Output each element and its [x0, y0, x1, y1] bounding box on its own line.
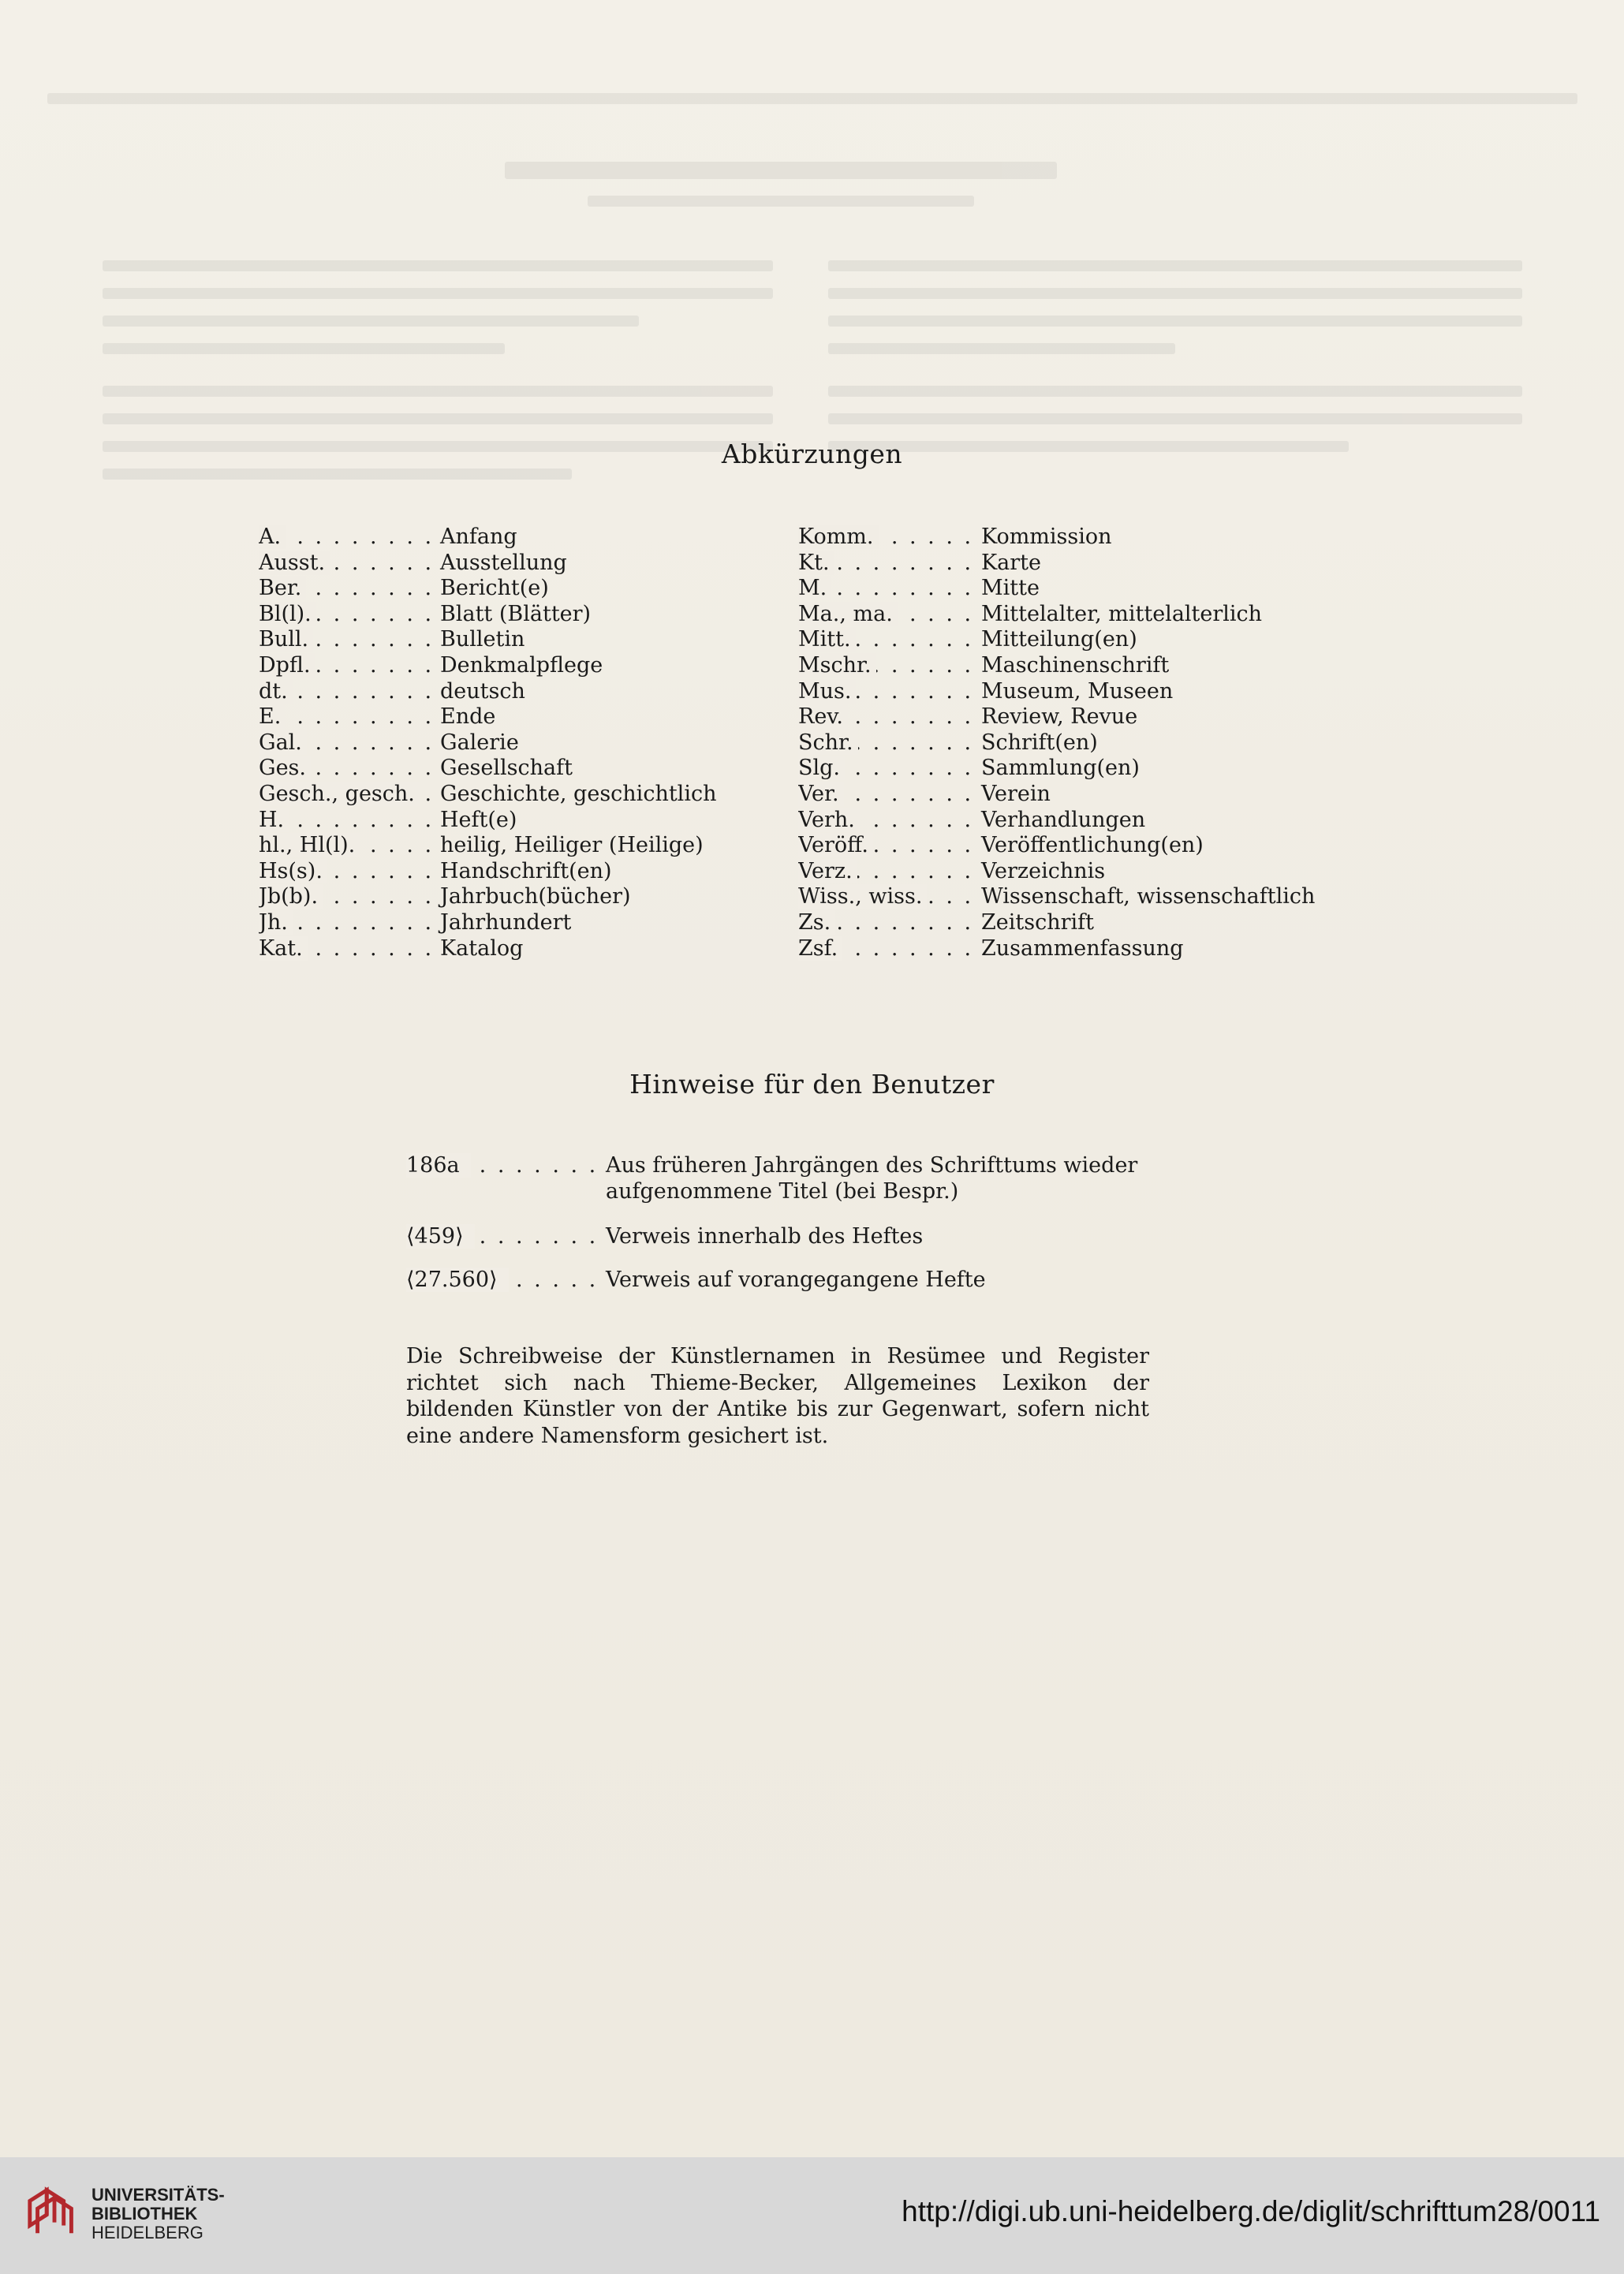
abbreviation-row [259, 602, 763, 628]
hint-text: Aus früheren Jahrgängen des Schrifttums wieder aufgenommene Titel (bei Bespr.) [606, 1153, 1138, 1204]
abbreviation-key: dt. . . . [259, 679, 440, 705]
abbreviation-row [798, 756, 1303, 782]
hint-text: Verweis auf vorangegangene Hefte [606, 1268, 986, 1292]
abbreviation-meaning: Mittelalter, mittelalterlich [981, 601, 1263, 626]
abbreviation-key: Ma., ma. . . . [798, 602, 981, 628]
abbreviation-row [798, 602, 1303, 628]
abbreviation-row [259, 653, 763, 679]
abbreviation-row [798, 808, 1303, 834]
abbreviation-meaning: Katalog [440, 935, 524, 961]
abbreviation-row [259, 576, 763, 602]
abbreviation-key: Dpfl. . . . [259, 653, 440, 679]
abbreviation-row [259, 704, 763, 730]
hint-item-internal-ref [406, 1223, 1155, 1249]
abbreviation-meaning: heilig, Heiliger (Heilige) [440, 833, 704, 858]
abbreviation-key: Hs(s). . . . [259, 859, 440, 885]
abbreviation-key: Bull. . . . [259, 627, 440, 653]
abbreviation-key: Schr. . . . [798, 730, 981, 756]
library-logo-icon[interactable] [24, 2179, 85, 2241]
abbreviation-row [798, 653, 1303, 679]
abbreviation-key: Slg. . . . [798, 756, 981, 782]
hint-item-reprint [406, 1152, 1155, 1204]
abbreviation-row [259, 525, 763, 551]
library-name-line-3: HEIDELBERG [91, 2223, 203, 2242]
source-url-link[interactable]: http://digi.ub.uni-heidelberg.de/diglit/schrifttum28/0011 [902, 2195, 1600, 2227]
abbreviation-meaning: Karte [981, 550, 1042, 575]
abbreviations-right-column [798, 525, 1316, 962]
spelling-note: Die Schreibweise der Künstlernamen in Resümee und Register richtet sich nach Thieme-Becker, Allgemeines Lexikon der bildenden Künstler von der Antike bis zur Gegenwart, sofern nicht eine andere Namensform gesichert ist. [406, 1344, 1149, 1448]
abbreviation-meaning: Heft(e) [440, 807, 517, 832]
abbreviation-row [798, 859, 1303, 885]
abbreviation-row [798, 627, 1303, 653]
abbreviation-row [259, 730, 763, 756]
abbreviation-meaning: Anfang [440, 525, 517, 549]
abbreviation-meaning: Schrift(en) [981, 730, 1098, 755]
abbreviation-key: hl., Hl(l). . . . [259, 833, 440, 859]
hint-key: 186a . . . [406, 1152, 606, 1204]
abbreviation-row [798, 551, 1303, 577]
abbreviation-meaning: Jahrbuch(bücher) [440, 884, 631, 909]
abbreviation-row [259, 833, 763, 859]
hint-key: ⟨459⟩ . . . [406, 1223, 606, 1249]
abbreviation-meaning: Mitte [981, 576, 1040, 601]
abbreviation-key: H. . . . [259, 808, 440, 834]
show-through-title [505, 162, 1057, 223]
abbreviation-row [259, 551, 763, 577]
abbreviation-key: Zsf. . . . [798, 936, 981, 962]
abbreviation-key: Komm. . . . [798, 525, 981, 551]
abbreviation-meaning: Sammlung(en) [981, 756, 1140, 781]
abbreviation-key: A. . . . [259, 525, 440, 551]
abbreviation-meaning: Kommission [981, 525, 1112, 549]
abbreviation-meaning: Museum, Museen [981, 678, 1174, 704]
abbreviation-meaning: Handschrift(en) [440, 858, 612, 883]
abbreviation-key: Mus. . . . [798, 679, 981, 705]
abbreviations-left-column [259, 525, 763, 962]
show-through-header [47, 93, 1577, 109]
abbreviation-row [798, 782, 1303, 808]
library-footer [0, 2157, 1624, 2274]
abbreviation-key: Mitt. . . . [798, 627, 981, 653]
abbreviation-meaning: Maschinenschrift [981, 652, 1170, 678]
abbreviations-heading: Abkürzungen [721, 439, 903, 469]
abbreviation-row [259, 679, 763, 705]
abbreviation-meaning: Mitteilung(en) [981, 627, 1137, 652]
abbreviation-meaning: Verzeichnis [981, 858, 1106, 883]
abbreviation-key: Ges. . . . [259, 756, 440, 782]
abbreviation-key: Verh. . . . [798, 808, 981, 834]
abbreviation-row [798, 679, 1303, 705]
abbreviation-key: Bl(l). . . . [259, 602, 440, 628]
abbreviation-meaning: Jahrhundert [440, 909, 572, 935]
abbreviation-key: Jh. . . . [259, 910, 440, 936]
abbreviation-row [259, 910, 763, 936]
abbreviation-row [259, 808, 763, 834]
abbreviation-key: Rev. . . . [798, 704, 981, 730]
abbreviation-key: Kat. . . . [259, 936, 440, 962]
show-through-right-column [828, 260, 1522, 469]
abbreviation-row [798, 525, 1303, 551]
abbreviation-row [798, 704, 1303, 730]
abbreviation-key: Ver. . . . [798, 782, 981, 808]
abbreviation-key: Wiss., wiss. . . . [798, 884, 981, 910]
abbreviation-row [259, 859, 763, 885]
abbreviation-key: Mschr. . . . [798, 653, 981, 679]
abbreviation-key: Jb(b). . . . [259, 884, 440, 910]
abbreviation-meaning: Bericht(e) [440, 576, 549, 601]
abbreviation-row [259, 884, 763, 910]
abbreviation-key: Gesch., gesch. . . . [259, 782, 440, 808]
abbreviation-row [259, 756, 763, 782]
library-name-line-1: UNIVERSITÄTS- [91, 2185, 225, 2205]
abbreviation-row [798, 833, 1303, 859]
hint-item-previous-ref [406, 1267, 1155, 1293]
library-name-line-2: BIBLIOTHEK [91, 2204, 198, 2224]
abbreviation-meaning: deutsch [440, 678, 525, 704]
abbreviation-meaning: Denkmalpflege [440, 652, 603, 678]
hint-key: ⟨27.560⟩ . . . [406, 1267, 606, 1293]
abbreviation-key: Ber. . . . [259, 576, 440, 602]
abbreviation-meaning: Verein [981, 781, 1051, 806]
abbreviation-key: Ausst. . . . [259, 551, 440, 577]
abbreviation-row [259, 627, 763, 653]
library-name[interactable] [91, 2186, 225, 2242]
abbreviation-row [798, 730, 1303, 756]
abbreviation-meaning: Geschichte, geschichtlich [440, 781, 717, 806]
hints-heading: Hinweise für den Benutzer [629, 1069, 995, 1100]
abbreviation-meaning: Zeitschrift [981, 909, 1094, 935]
abbreviation-row [798, 910, 1303, 936]
abbreviation-key: Verz. . . . [798, 859, 981, 885]
abbreviation-row [798, 884, 1316, 910]
abbreviation-key: Kt. . . . [798, 551, 981, 577]
abbreviation-meaning: Wissenschaft, wissenschaftlich [981, 884, 1316, 909]
abbreviation-meaning: Ende [440, 704, 496, 730]
abbreviation-meaning: Verhandlungen [981, 807, 1146, 832]
abbreviation-key: Gal. . . . [259, 730, 440, 756]
abbreviation-row [798, 936, 1303, 962]
abbreviation-row [259, 782, 763, 808]
abbreviation-meaning: Ausstellung [440, 550, 567, 575]
abbreviation-meaning: Galerie [440, 730, 519, 755]
abbreviation-key: Zs. . . . [798, 910, 981, 936]
abbreviation-meaning: Blatt (Blätter) [440, 601, 592, 626]
abbreviation-meaning: Bulletin [440, 627, 525, 652]
abbreviation-row [798, 576, 1303, 602]
hint-text: Verweis innerhalb des Heftes [606, 1224, 924, 1249]
abbreviation-key: Veröff. . . . [798, 833, 981, 859]
abbreviation-meaning: Veröffentlichung(en) [981, 833, 1204, 858]
abbreviation-meaning: Gesellschaft [440, 756, 573, 781]
abbreviation-meaning: Zusammenfassung [981, 935, 1184, 961]
abbreviation-key: E. . . . [259, 704, 440, 730]
abbreviation-key: M. . . . [798, 576, 981, 602]
abbreviation-meaning: Review, Revue [981, 704, 1138, 730]
abbreviation-row [259, 936, 763, 962]
